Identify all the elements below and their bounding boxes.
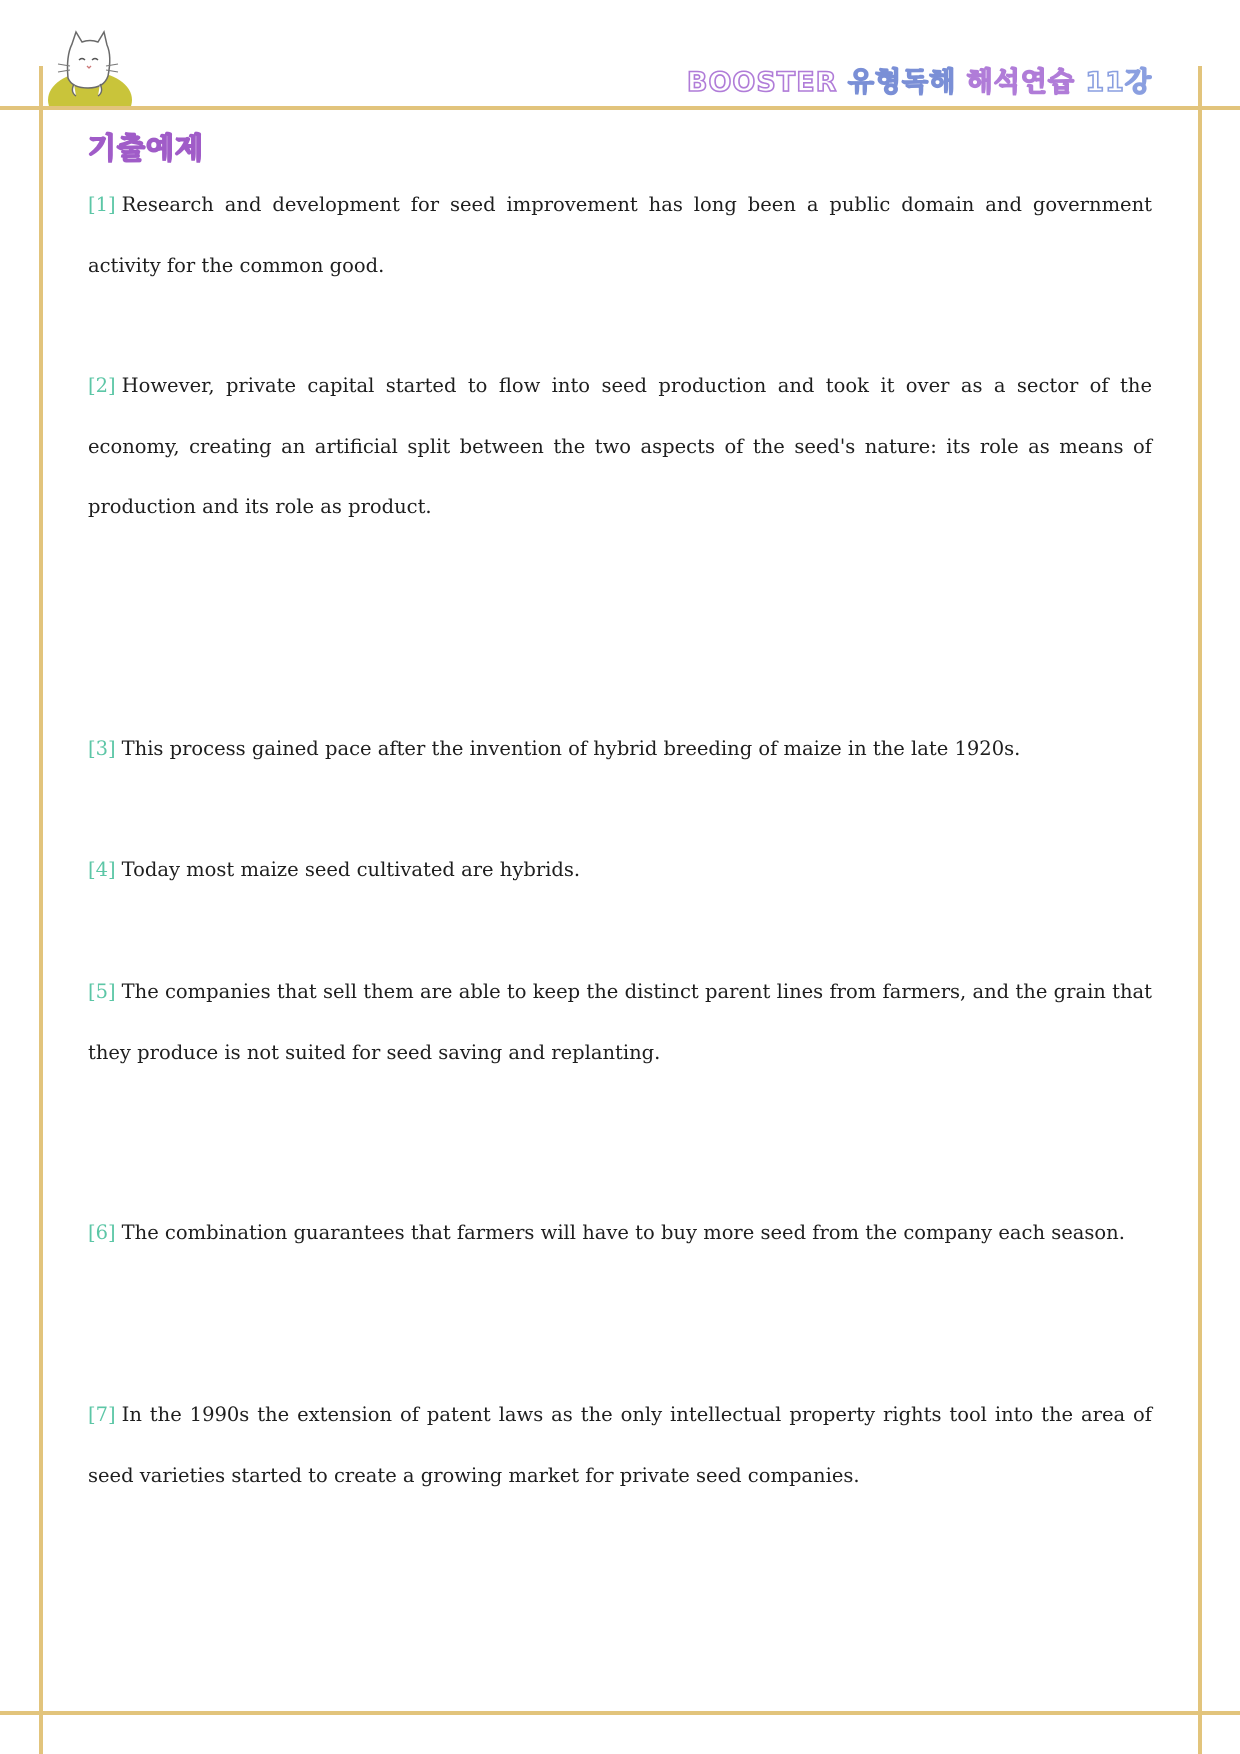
header-title-part2: 유형독해	[847, 67, 957, 98]
paragraph-6	[88, 1203, 1152, 1264]
paragraph-number: [3]	[88, 737, 116, 760]
cat-mascot-icon	[46, 26, 132, 106]
paragraph-text: The companies that sell them are able to keep the distinct parent lines from farmers, and the grain that they produce is not suited for seed saving and replanting.	[88, 980, 1152, 1064]
frame-right-line	[1198, 66, 1202, 1754]
header-title-part4: 11강	[1085, 67, 1152, 98]
header-title-part3: 해석연습	[966, 67, 1075, 98]
paragraph-text: The combination guarantees that farmers will have to buy more seed from the company each season.	[121, 1221, 1125, 1244]
paragraph-2	[88, 356, 1152, 538]
paragraph-number: [2]	[88, 374, 116, 397]
section-title: 기출예제	[88, 131, 205, 165]
paragraph-1	[88, 175, 1152, 296]
paragraph-number: [7]	[88, 1403, 116, 1426]
paragraph-7	[88, 1385, 1152, 1506]
paragraph-number: [4]	[88, 858, 116, 881]
paragraph-text: Today most maize seed cultivated are hybrids.	[121, 858, 581, 881]
frame-left-line	[39, 66, 43, 1754]
paragraph-text: Research and development for seed improvement has long been a public domain and government activity for the common good.	[88, 193, 1152, 277]
paragraph-text: In the 1990s the extension of patent laws as the only intellectual property rights tool into the area of seed varieties started to create a growing market for private seed companies.	[88, 1403, 1152, 1487]
paragraph-4	[88, 840, 1152, 901]
paragraph-5	[88, 962, 1152, 1083]
paragraph-number: [1]	[88, 193, 116, 216]
paragraph-text: This process gained pace after the invention of hybrid breeding of maize in the late 1920s.	[121, 737, 1021, 760]
paragraph-number: [6]	[88, 1221, 116, 1244]
header-title-part1: BOOSTER	[686, 67, 838, 98]
page-header-title	[687, 60, 1152, 99]
footer-divider	[0, 1711, 1240, 1715]
paragraph-text: However, private capital started to flow into seed production and took it over as a sector of the economy, creating an artificial split between the two aspects of the seed's nature: its role as means of production and its role as product.	[88, 374, 1152, 518]
header-divider	[0, 106, 1240, 110]
paragraph-number: [5]	[88, 980, 116, 1003]
paragraph-3	[88, 719, 1152, 780]
